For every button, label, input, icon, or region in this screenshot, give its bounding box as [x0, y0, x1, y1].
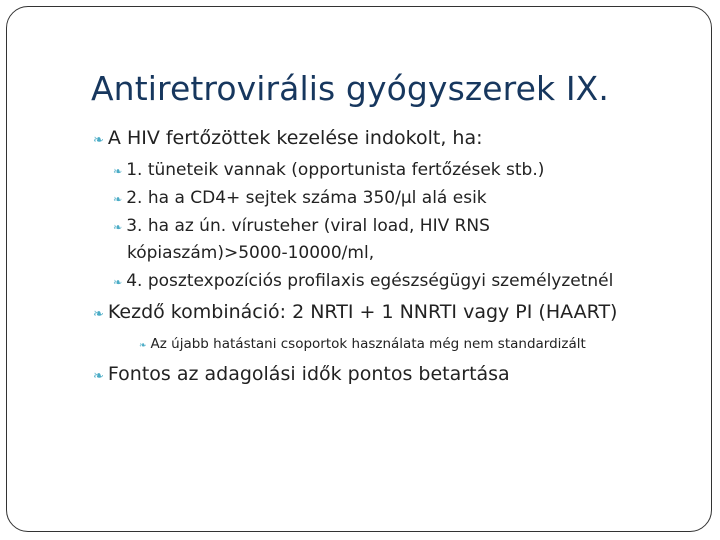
sub-sub-bullet-item-1	[139, 336, 586, 352]
bullet-text: A HIV fertőzöttek kezelése indokolt, ha:	[107, 127, 483, 149]
sub-bullet-item-2	[113, 188, 487, 208]
bullet-text: 4. posztexpozíciós profilaxis egészségügyi személyzetnél	[126, 271, 614, 291]
sub-bullet-continuation	[127, 243, 374, 263]
slide-title: Antiretrovirális gyógyszerek IX.	[91, 69, 609, 108]
bullet-icon: ❧	[139, 341, 147, 351]
bullet-item-3	[93, 363, 510, 385]
bullet-icon: ❧	[113, 276, 123, 289]
bullet-icon: ❧	[93, 369, 104, 384]
bullet-text: Az újabb hatástani csoportok használata még nem standardizált	[150, 336, 586, 352]
sub-bullet-item-3	[113, 216, 490, 236]
bullet-icon: ❧	[113, 193, 123, 206]
bullet-icon: ❧	[93, 307, 104, 322]
bullet-item-2	[93, 301, 617, 323]
bullet-text: 3. ha az ún. vírusteher (viral load, HIV RNS	[126, 216, 490, 236]
sub-bullet-item-4	[113, 271, 613, 291]
bullet-icon: ❧	[113, 221, 123, 234]
bullet-icon: ❧	[113, 165, 123, 178]
bullet-text: Kezdő kombináció: 2 NRTI + 1 NNRTI vagy PI (HAART)	[107, 301, 618, 323]
bullet-icon: ❧	[93, 133, 104, 148]
bullet-item-1	[93, 127, 483, 149]
slide-frame	[6, 6, 712, 532]
bullet-text: 2. ha a CD4+ sejtek száma 350/µl alá esik	[126, 188, 487, 208]
bullet-text: 1. tüneteik vannak (opportunista fertőzések stb.)	[126, 160, 545, 180]
bullet-text: Fontos az adagolási idők pontos betartása	[107, 363, 510, 385]
sub-bullet-item-1	[113, 160, 544, 180]
bullet-text: kópiaszám)>5000-10000/ml,	[127, 243, 375, 263]
